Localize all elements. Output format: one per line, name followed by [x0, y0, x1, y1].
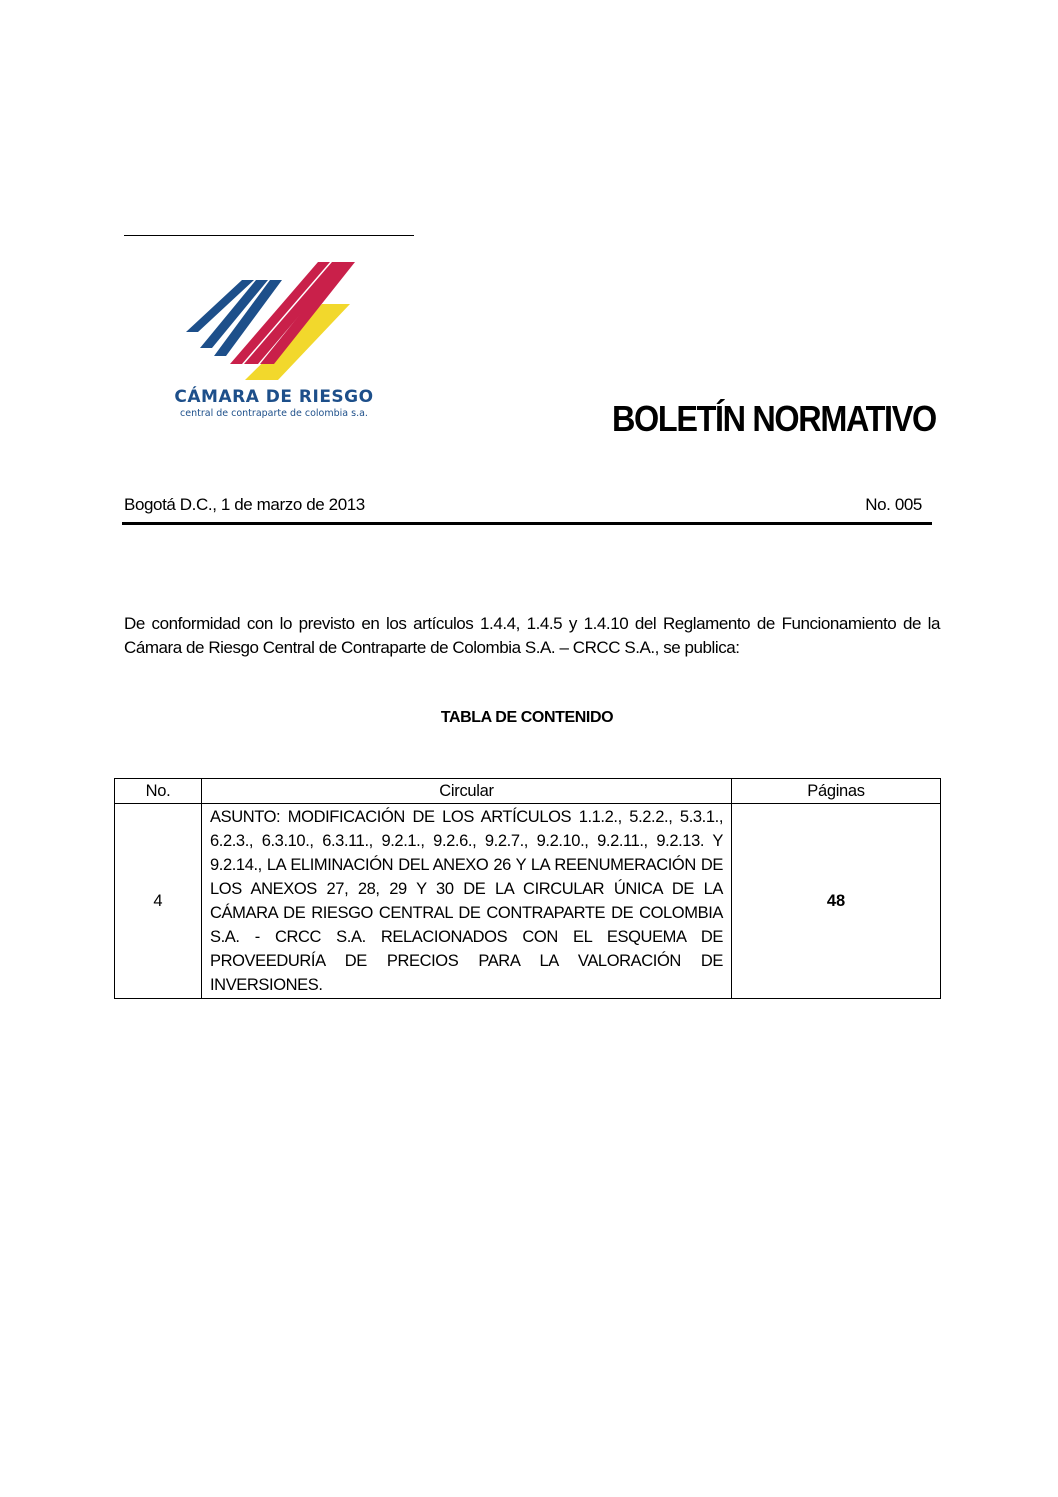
column-header-no: No. [115, 779, 202, 804]
logo-tagline: central de contraparte de colombia s.a. [180, 408, 368, 419]
place-date: Bogotá D.C., 1 de marzo de 2013 [124, 495, 365, 514]
circular-number-cell: 4 [115, 804, 202, 999]
header-rule [122, 522, 932, 525]
toc-header-row [115, 779, 941, 804]
document-title: BOLETÍN NORMATIVO [612, 398, 936, 439]
column-header-pages: Páginas [732, 779, 941, 804]
company-logo [150, 252, 395, 432]
table-row [115, 804, 941, 999]
circular-subject-cell: ASUNTO: MODIFICACIÓN DE LOS ARTÍCULOS 1.1.2., 5.2.2., 5.3.1., 6.2.3., 6.3.10., 6.3.11., 9.2.1., 9.2.6., 9.2.7., 9.2.10., 9.2.11., 9.2.13. Y 9.2.14., LA ELIMINACIÓN DEL ANEXO 26 Y LA REENUMERACIÓN DE LOS ANEXOS 27, 28, 29 Y 30 DE LA CIRCULAR ÚNICA DE LA CÁMARA DE RIESGO CENTRAL DE CONTRAPARTE DE COLOMBIA S.A. - CRCC S.A. RELACIONADOS CON EL ESQUEMA DE PROVEEDURÍA DE PRECIOS PARA LA VALORACIÓN DE INVERSIONES. [202, 804, 732, 999]
intro-paragraph: De conformidad con lo previsto en los artículos 1.4.4, 1.4.5 y 1.4.10 del Reglamento de Funcionamiento de la Cámara de Riesgo Central de Contraparte de Colombia S.A. – CRCC S.A., se publica: [124, 614, 940, 657]
bulletin-number: No. 005 [865, 495, 922, 514]
page-count-cell: 48 [732, 804, 941, 999]
toc-table [114, 778, 941, 999]
logo-name: CÁMARA DE RIESGO [174, 387, 374, 407]
logo-stripes-graphic [150, 252, 395, 387]
top-rule [124, 235, 414, 236]
toc-title: TABLA DE CONTENIDO [440, 709, 614, 726]
column-header-circular: Circular [202, 779, 732, 804]
